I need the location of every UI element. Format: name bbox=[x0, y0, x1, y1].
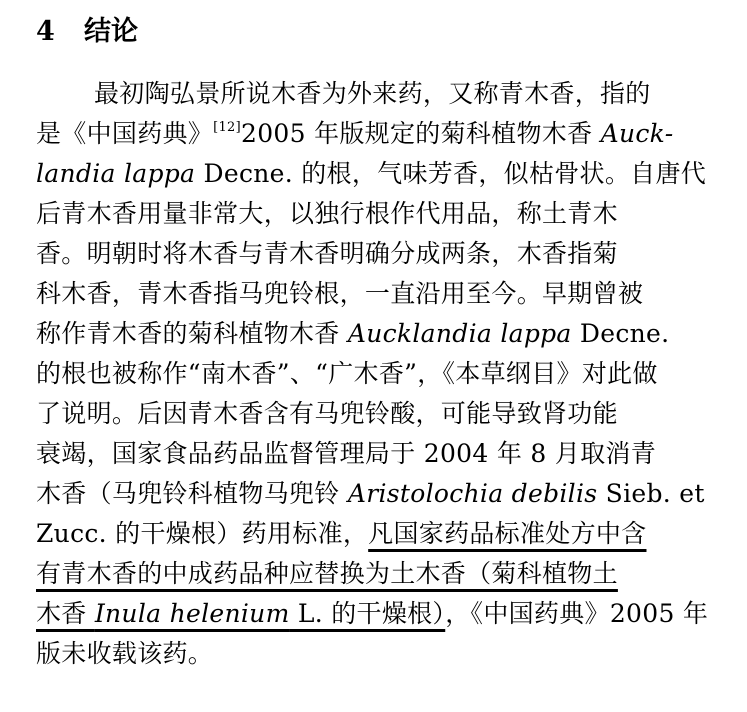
paragraph-line-7 bbox=[36, 314, 726, 354]
paragraph-line-5: 香。明朝时将木香与青木香明确分成两条，木香指菊 bbox=[36, 239, 618, 268]
paragraph-line-14 bbox=[36, 594, 726, 634]
conclusion-paragraph bbox=[36, 74, 726, 674]
paragraph-line-10: 衰竭，国家食品药品监督管理局于 2004 年 8 月取消青 bbox=[36, 439, 657, 468]
section-number: 4 bbox=[36, 16, 55, 47]
line-3-latin: landia lappa bbox=[36, 159, 196, 188]
line-7-latin: Aucklandia lappa bbox=[347, 319, 572, 348]
paragraph-line-3 bbox=[36, 154, 726, 194]
paragraph-line-11 bbox=[36, 474, 726, 514]
paragraph-line-13 bbox=[36, 554, 726, 594]
paragraph-line-8: 的根也被称作“南木香”、“广木香”，《本草纲目》对此做 bbox=[36, 359, 658, 388]
section-title: 结论 bbox=[84, 16, 138, 47]
line-2-text-b: 2005 年版规定的菊科植物木香 bbox=[241, 119, 601, 148]
line-2-latin: Auck- bbox=[600, 119, 674, 148]
underlined-text-3c: L. 的干燥根） bbox=[289, 599, 446, 628]
paragraph-line-12 bbox=[36, 514, 726, 554]
paragraph-line-15: 版未收载该药。 bbox=[36, 639, 214, 668]
section-heading bbox=[36, 12, 138, 52]
line-14-text-d: ，《中国药典》2005 年 bbox=[445, 599, 709, 628]
line-11-text-c: Sieb. et bbox=[597, 479, 705, 508]
underlined-text-3a: 木香 bbox=[36, 599, 95, 628]
line-7-text-c: Decne. bbox=[571, 319, 670, 348]
line-7-text-a: 称作青木香的菊科植物木香 bbox=[36, 319, 348, 348]
underlined-text-1: 凡国家药品标准处方中含 bbox=[368, 519, 647, 548]
line-11-text-a: 木香（马兜铃科植物马兜铃 bbox=[36, 479, 348, 508]
paragraph-line-9: 了说明。后因青木香含有马兜铃酸，可能导致肾功能 bbox=[36, 399, 618, 428]
paragraph-line-4: 后青木香用量非常大，以独行根作代用品，称土青木 bbox=[36, 199, 618, 228]
paragraph-line-6: 科木香，青木香指马兜铃根，一直沿用至今。早期曾被 bbox=[36, 279, 644, 308]
underlined-text-2: 有青木香的中成药品种应替换为土木香（菊科植物土 bbox=[36, 559, 618, 588]
citation-ref: [12] bbox=[213, 120, 241, 135]
underlined-latin: Inula helenium bbox=[94, 599, 290, 628]
paragraph-line-1: 最初陶弘景所说木香为外来药，又称青木香，指的 bbox=[94, 79, 651, 108]
line-12-text-a: Zucc. 的干燥根）药用标准， bbox=[36, 519, 369, 548]
line-11-latin: Aristolochia debilis bbox=[347, 479, 598, 508]
line-2-text-a: 是《中国药典》 bbox=[36, 119, 214, 148]
line-3-text: Decne. 的根，气味芳香，似枯骨状。自唐代 bbox=[195, 159, 707, 188]
paragraph-line-2 bbox=[36, 114, 726, 154]
